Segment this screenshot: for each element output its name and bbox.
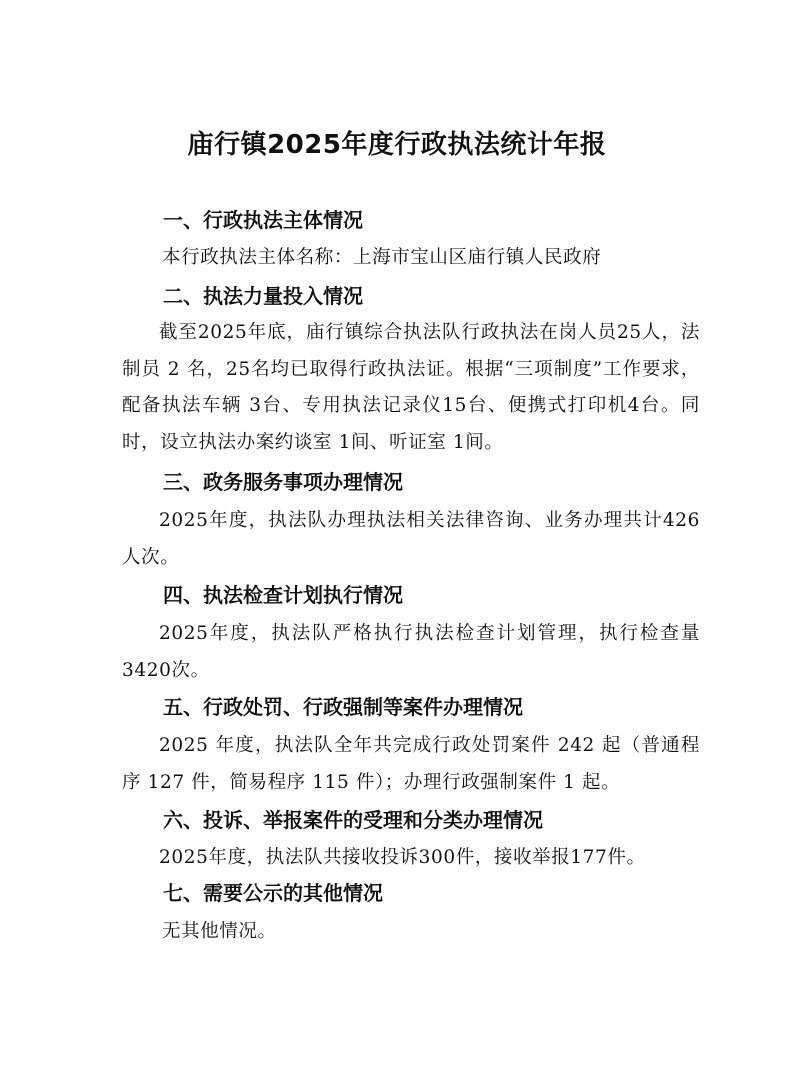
- section-2-heading: 二、执法力量投入情况: [163, 284, 363, 308]
- section-3-heading: 三、政务服务事项办理情况: [163, 470, 403, 494]
- section-3-body: 2025年度，执法队办理执法相关法律咨询、业务办理共计426人次。: [122, 510, 700, 568]
- section-5-heading: 五、行政处罚、行政强制等案件办理情况: [163, 695, 523, 719]
- section-4-body: 2025年度，执法队严格执行执法检查计划管理，执行检查量3420次。: [122, 623, 700, 681]
- section-5-body: 2025 年度，执法队全年共完成行政处罚案件 242 起（普通程序 127 件，简易程序 115 件）；办理行政强制案件 1 起。: [122, 735, 700, 793]
- section-4-heading: 四、执法检查计划执行情况: [163, 583, 403, 607]
- section-6-heading: 六、投诉、举报案件的受理和分类办理情况: [163, 808, 543, 832]
- document-title: 庙行镇2025年度行政执法统计年报: [187, 130, 607, 160]
- section-7-body: 无其他情况。: [162, 921, 277, 942]
- section-1-heading: 一、行政执法主体情况: [163, 208, 363, 232]
- section-7-heading: 七、需要公示的其他情况: [163, 881, 383, 905]
- section-1-body: 本行政执法主体名称：上海市宝山区庙行镇人民政府: [162, 247, 602, 268]
- section-2-body: 截至2025年底，庙行镇综合执法队行政执法在岗人员25人，法制员 2 名，25名均已取得行政执法证。根据“三项制度”工作要求，配备执法车辆 3台、专用执法记录仪15台、便携式打印机4台。同时，设立执法办案约谈室 1间、听证室 1间。: [122, 322, 700, 453]
- section-6-body: 2025年度，执法队共接收投诉300件，接收举报177件。: [159, 847, 646, 868]
